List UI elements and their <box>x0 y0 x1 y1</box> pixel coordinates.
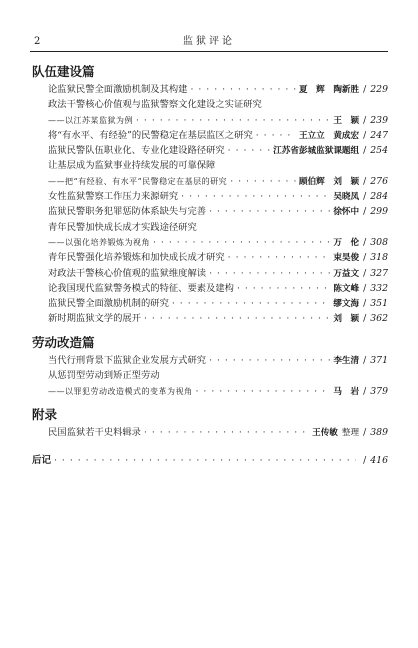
entry-title: 监狱民警职务犯罪惩防体系缺失与完善 <box>48 206 207 218</box>
entry-page: 318 <box>370 252 388 264</box>
leader-dots <box>144 425 309 440</box>
postscript-title: 后记 <box>32 455 52 466</box>
entry-authors: 万益文 <box>333 268 360 279</box>
entry-title: 论我国现代监狱警务模式的特征、要素及建构 <box>48 282 234 294</box>
toc-entry[interactable] <box>30 266 388 281</box>
entry-page: 308 <box>370 236 388 248</box>
slash-separator: / <box>363 206 367 218</box>
entry-title: 从惩罚型劳动到矫正型劳动 <box>48 370 160 382</box>
toc-entry[interactable] <box>30 384 388 399</box>
slash-separator: / <box>363 145 367 157</box>
entry-title: 青年民警强化培养锻炼和加快成长成才研究 <box>48 252 225 264</box>
entry-title: 青年民警加快成长成才实践途径研究 <box>48 221 197 233</box>
entry-title: 女性监狱警察工作压力来源研究 <box>48 191 179 203</box>
entry-authors: 徐怀中 <box>333 207 360 218</box>
entry-authors: 马 岩 <box>333 386 360 397</box>
leader-dots <box>237 281 330 296</box>
slash-separator: / <box>363 84 367 95</box>
toc-entry-line[interactable] <box>30 158 388 173</box>
slash-separator: / <box>363 298 367 310</box>
entry-title: 民国监狱若干史料辑录 <box>48 427 141 438</box>
entry-page: 229 <box>370 84 388 95</box>
entry-page: 371 <box>370 355 388 366</box>
entry-authors: 王 颖 <box>333 115 360 126</box>
slash-separator: / <box>363 175 367 187</box>
toc-entry[interactable] <box>30 128 388 143</box>
section-title: 劳动改造篇 <box>32 335 95 350</box>
entry-subtitle: ——以强化培养锻炼为视角 <box>48 237 150 247</box>
section-team-building <box>30 63 388 327</box>
leader-dots <box>54 453 356 468</box>
entry-page: 389 <box>370 427 388 438</box>
slash-separator: / <box>363 129 367 141</box>
entry-page: 254 <box>370 145 388 157</box>
slash-separator: / <box>363 455 367 466</box>
entry-role: 整理 <box>341 428 360 438</box>
entry-subtitle: ——以江苏某监狱为例 <box>48 115 133 125</box>
toc-entry-line[interactable] <box>30 97 388 112</box>
leader-dots <box>181 189 330 204</box>
entry-authors: 吴晓凤 <box>333 192 360 203</box>
toc-entry[interactable] <box>30 174 388 189</box>
toc-entry[interactable] <box>30 281 388 296</box>
slash-separator: / <box>363 427 367 438</box>
leader-dots <box>230 174 296 189</box>
entry-page: 416 <box>370 455 388 466</box>
entry-authors: 夏 辉 陶新胜 <box>298 85 360 95</box>
entry-page: 299 <box>370 206 388 218</box>
slash-separator: / <box>363 252 367 264</box>
entry-page: 327 <box>370 267 388 279</box>
postscript <box>30 453 388 468</box>
entry-title: 政法干警核心价值观与监狱警察文化建设之实证研究 <box>48 99 262 111</box>
entry-authors: 江苏省彭城监狱课题组 <box>273 146 360 157</box>
toc-entry[interactable] <box>30 311 388 326</box>
toc-entry-line[interactable] <box>30 368 388 383</box>
section-title: 附录 <box>32 407 58 422</box>
entry-subtitle: ——把“有经验、有水平”民警稳定在基层的研究 <box>48 176 228 186</box>
entry-title: 当代行刑背景下监狱企业发展方式研究 <box>48 355 207 366</box>
entry-authors: 顾伯辉 刘 颖 <box>298 176 360 187</box>
slash-separator: / <box>363 267 367 279</box>
header-rule <box>30 51 388 52</box>
toc-entry[interactable] <box>30 425 388 440</box>
entry-title: 将“有水平、有经验”的民警稳定在基层监区之研究 <box>48 129 253 141</box>
page-number: 2 <box>34 36 41 47</box>
entry-authors: 陈文峰 <box>333 283 360 294</box>
entry-title: 对政法干警核心价值观的监狱维度解读 <box>48 267 207 279</box>
section-appendix <box>30 406 388 440</box>
toc-entry[interactable] <box>30 353 388 368</box>
slash-separator: / <box>363 355 367 366</box>
running-header <box>30 35 388 49</box>
entry-page: 332 <box>370 282 388 294</box>
toc-entry[interactable] <box>30 189 388 204</box>
toc-entry[interactable] <box>30 453 388 468</box>
entry-title: 让基层成为监狱事业持续发展的可靠保障 <box>48 160 216 172</box>
entry-authors: 刘 颖 <box>333 314 360 325</box>
slash-separator: / <box>363 236 367 248</box>
leader-dots <box>228 143 271 158</box>
slash-separator: / <box>363 191 367 203</box>
leader-dots <box>196 384 331 399</box>
leader-dots <box>209 266 330 281</box>
leader-dots <box>256 128 296 143</box>
entry-title: 新时期监狱文学的展开 <box>48 313 141 325</box>
leader-dots <box>209 353 330 368</box>
entry-page: 276 <box>370 175 388 187</box>
toc-entry[interactable] <box>30 235 388 250</box>
toc-entry[interactable] <box>30 143 388 158</box>
toc-entry[interactable] <box>30 296 388 311</box>
leader-dots <box>153 235 330 250</box>
leader-dots <box>144 311 330 326</box>
entry-authors: 李生清 <box>333 356 360 366</box>
entry-page: 379 <box>370 385 388 397</box>
slash-separator: / <box>363 282 367 294</box>
entry-title: 监狱民警全面激励机制的研究 <box>48 298 169 310</box>
toc-entry-line[interactable] <box>30 220 388 235</box>
slash-separator: / <box>363 385 367 397</box>
entry-subtitle: ——以罪犯劳动改造模式的变革为视角 <box>48 386 193 396</box>
leader-dots <box>136 113 330 128</box>
toc-entry[interactable] <box>30 250 388 265</box>
slash-separator: / <box>363 313 367 325</box>
entry-authors: 束昊俊 <box>333 253 360 264</box>
section-title: 队伍建设篇 <box>32 64 95 79</box>
entry-authors: 王传敏 <box>312 428 338 438</box>
entry-authors: 王立立 黄成宏 <box>298 130 360 141</box>
leader-dots <box>228 250 331 265</box>
slash-separator: / <box>363 114 367 126</box>
entry-title: 论监狱民警全面激励机制及其构建 <box>48 84 188 95</box>
toc-entry[interactable] <box>30 82 388 97</box>
entry-page: 351 <box>370 298 388 310</box>
leader-dots <box>209 204 330 219</box>
entry-page: 284 <box>370 191 388 203</box>
entry-page: 362 <box>370 313 388 325</box>
leader-dots <box>190 82 295 97</box>
entry-authors: 万 伦 <box>333 237 360 248</box>
entry-title: 监狱民警队伍职业化、专业化建设路径研究 <box>48 145 225 157</box>
entry-page: 247 <box>370 129 388 141</box>
section-labor-reform <box>30 334 388 399</box>
toc-entry[interactable] <box>30 204 388 219</box>
entry-page: 239 <box>370 114 388 126</box>
entry-authors: 缪文海 <box>333 299 360 310</box>
leader-dots <box>172 296 330 311</box>
book-title: 监狱评论 <box>183 36 235 47</box>
toc-entry[interactable] <box>30 113 388 128</box>
